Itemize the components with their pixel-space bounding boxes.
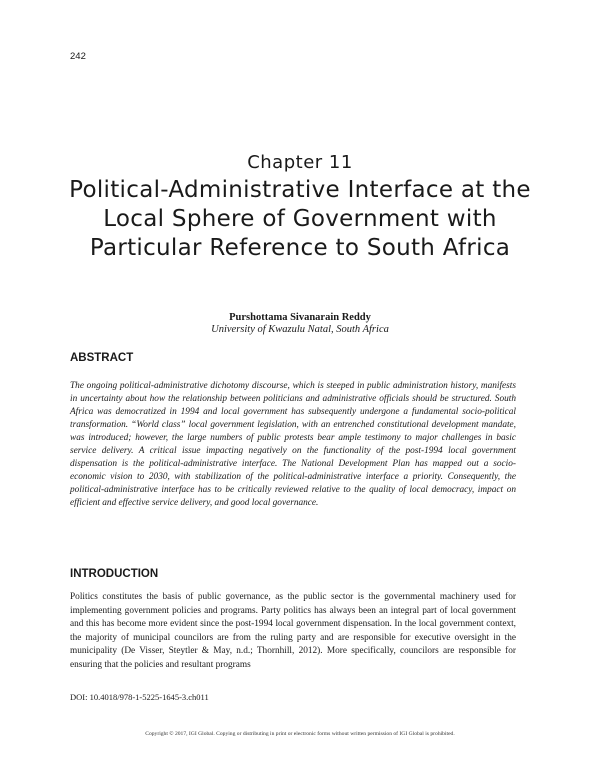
chapter-title: Political-Administrative Interface at the Local Sphere of Government with Particular Reference to South Africa bbox=[69, 177, 531, 261]
doi: DOI: 10.4018/978-1-5225-1645-3.ch011 bbox=[70, 692, 209, 702]
author-name: Purshottama Sivanarain Reddy bbox=[229, 312, 371, 323]
copyright-notice: Copyright © 2017, IGI Global. Copying or distributing in print or electronic forms without written permission of IGI Global is prohibited. bbox=[145, 731, 455, 737]
author-affiliation: University of Kwazulu Natal, South Africa bbox=[211, 324, 389, 335]
introduction-heading: INTRODUCTION bbox=[70, 568, 159, 580]
chapter-label: Chapter 11 bbox=[247, 152, 353, 173]
introduction-text: Politics constitutes the basis of public governance, as the public sector is the governmental machinery used for implementing government policies and programs. Party politics has always been an integral part of local government and this has become more evident since the post-1994 local government dispensation. In the local government context, the majority of municipal councilors are from the ruling party and are responsible for executive oversight in the municipality (De Visser, Steytler & May, n.d.; Thornhill, 2012). More specifically, councilors are responsible for ensuring that the policies and resultant programs bbox=[70, 592, 516, 670]
abstract-text: The ongoing political-administrative dichotomy discourse, which is steeped in public administration history, manifests in uncertainty about how the relationship between politicians and administrative officials should be structured. South Africa was democratized in 1994 and local government has subsequently undergone a fundamental socio-political transformation. “World class” local government legislation, with an entrenched constitutional development mandate, was introduced; however, the large numbers of public protests bear ample testimony to major challenges in basic service delivery. A critical issue impacting negatively on the functionality of the post-1994 local government dispensation is the political-administrative interface. The National Development Plan has mapped out a socio-economic vision to 2030, with stabilization of the political-administrative interface a priority. Consequently, the political-administrative interface has to be critically reviewed relative to the quality of local democracy, impact on efficient and effective service delivery, and good local governance. bbox=[70, 381, 516, 508]
page-number: 242 bbox=[70, 51, 86, 62]
abstract-heading: ABSTRACT bbox=[70, 352, 134, 364]
